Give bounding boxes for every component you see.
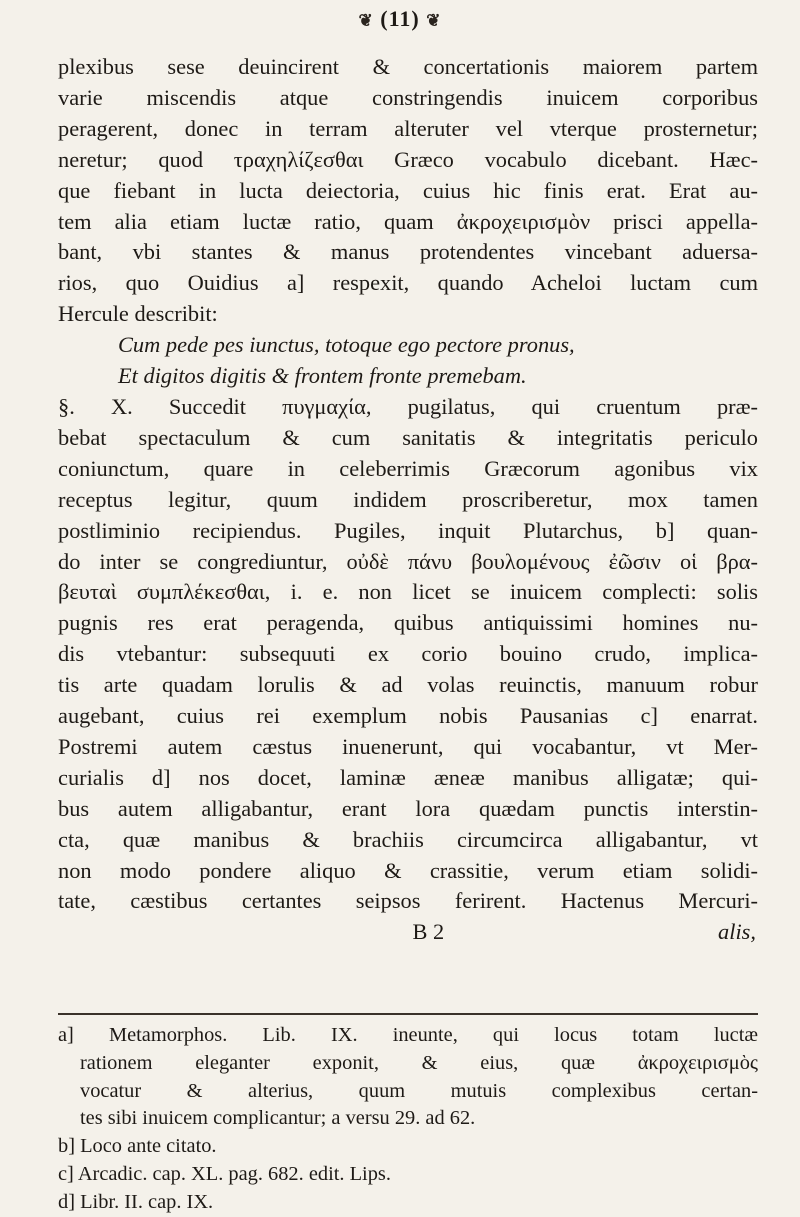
text-line: varie miscendis atque constringendis inuicem corporibus (58, 84, 758, 110)
verse-line: Cum pede pes iunctus, totoque ego pectore pronus, (118, 332, 575, 358)
footnote: d] Libr. II. cap. IX. (58, 1190, 214, 1213)
ornament-right-icon: ❦ (426, 11, 442, 30)
section-heading-line: §. X. Succedit πυγμαχία, pugilatus, qui cruentum præ- (58, 393, 758, 419)
text-line: Hercule describit: (58, 301, 218, 327)
footnote-continuation: tes sibi inuicem complicantur; a versu 29. ad 62. (80, 1107, 476, 1130)
text-line: bebat spectaculum & cum sanitatis & integritatis periculo (58, 424, 758, 450)
signature-mark: B 2 (412, 919, 445, 945)
text-line: bus autem alligabantur, erant lora quædam punctis interstin- (58, 795, 758, 821)
footnote: b] Loco ante citato. (58, 1135, 217, 1158)
verse-line: Et digitos digitis & frontem fronte premebam. (118, 363, 527, 389)
text-line: postliminio recipiendus. Pugiles, inquit Plutarchus, b] quan- (58, 517, 758, 543)
text-line: cta, quæ manibus & brachiis circumcirca alligabantur, vt (58, 826, 758, 852)
text-line: neretur; quod τραχηλίζεσθαι Græco vocabulo dicebant. Hæc- (58, 146, 758, 172)
catchword: alis, (718, 919, 756, 945)
text-line: pugnis res erat peragenda, quibus antiquissimi homines nu- (58, 610, 758, 636)
catchline (58, 917, 758, 948)
footnote-continuation: vocatur & alterius, quum mutuis complexibus certan- (80, 1079, 758, 1102)
ornament-left-icon: ❦ (358, 11, 374, 30)
text-line: peragerent, donec in terram alteruter vel vterque prosternetur; (58, 115, 758, 141)
text-line: que fiebant in lucta deiectoria, cuius hic finis erat. Erat au- (58, 177, 758, 203)
page-header (0, 6, 800, 32)
footnote: a] Metamorphos. Lib. IX. ineunte, qui locus totam luctæ (58, 1024, 758, 1046)
footnote-continuation: rationem eleganter exponit, & eius, quæ ἀκροχειρισμὸς (80, 1051, 758, 1074)
page-number: (11) (380, 6, 420, 31)
text-line: coniunctum, quare in celeberrimis Græcorum agonibus vix (58, 455, 758, 481)
text-line: βευταὶ συμπλέκεσθαι, i. e. non licet se inuicem complecti: solis (58, 579, 758, 605)
text-line: tis arte quadam lorulis & ad volas reuinctis, manuum robur (58, 672, 758, 698)
text-line: non modo pondere aliquo & crassitie, verum etiam solidi- (58, 857, 758, 883)
text-line: tem alia etiam luctæ ratio, quam ἀκροχειρισμὸν prisci appella- (58, 208, 758, 234)
text-line: curialis d] nos docet, laminæ æneæ manibus alligatæ; qui- (58, 764, 758, 790)
text-line: dis vtebantur: subsequuti ex corio bouino crudo, implica- (58, 641, 758, 667)
footnote: c] Arcadic. cap. XL. pag. 682. edit. Lips. (58, 1162, 391, 1185)
text-line: tate, cæstibus certantes seipsos ferirent. Hactenus Mercuri- (58, 888, 758, 914)
text-line: augebant, cuius rei exemplum nobis Pausanias c] enarrat. (58, 703, 758, 729)
text-line: rios, quo Ouidius a] respexit, quando Acheloi luctam cum (58, 270, 758, 296)
text-line: do inter se congrediuntur, οὐδὲ πάνυ βουλομένους ἐῶσιν οἱ βρα- (58, 548, 758, 574)
footnotes (58, 1022, 758, 1217)
text-line: bant, vbi stantes & manus protendentes vincebant aduersa- (58, 239, 758, 265)
text-line: receptus legitur, quum indidem proscriberetur, mox tamen (58, 486, 758, 512)
text-line: Postremi autem cæstus inuenerunt, qui vocabantur, vt Mer- (58, 733, 758, 759)
footnote-divider (58, 1013, 758, 1015)
main-text (58, 52, 758, 948)
text-line: plexibus sese deuincirent & concertationis maiorem partem (58, 54, 758, 79)
